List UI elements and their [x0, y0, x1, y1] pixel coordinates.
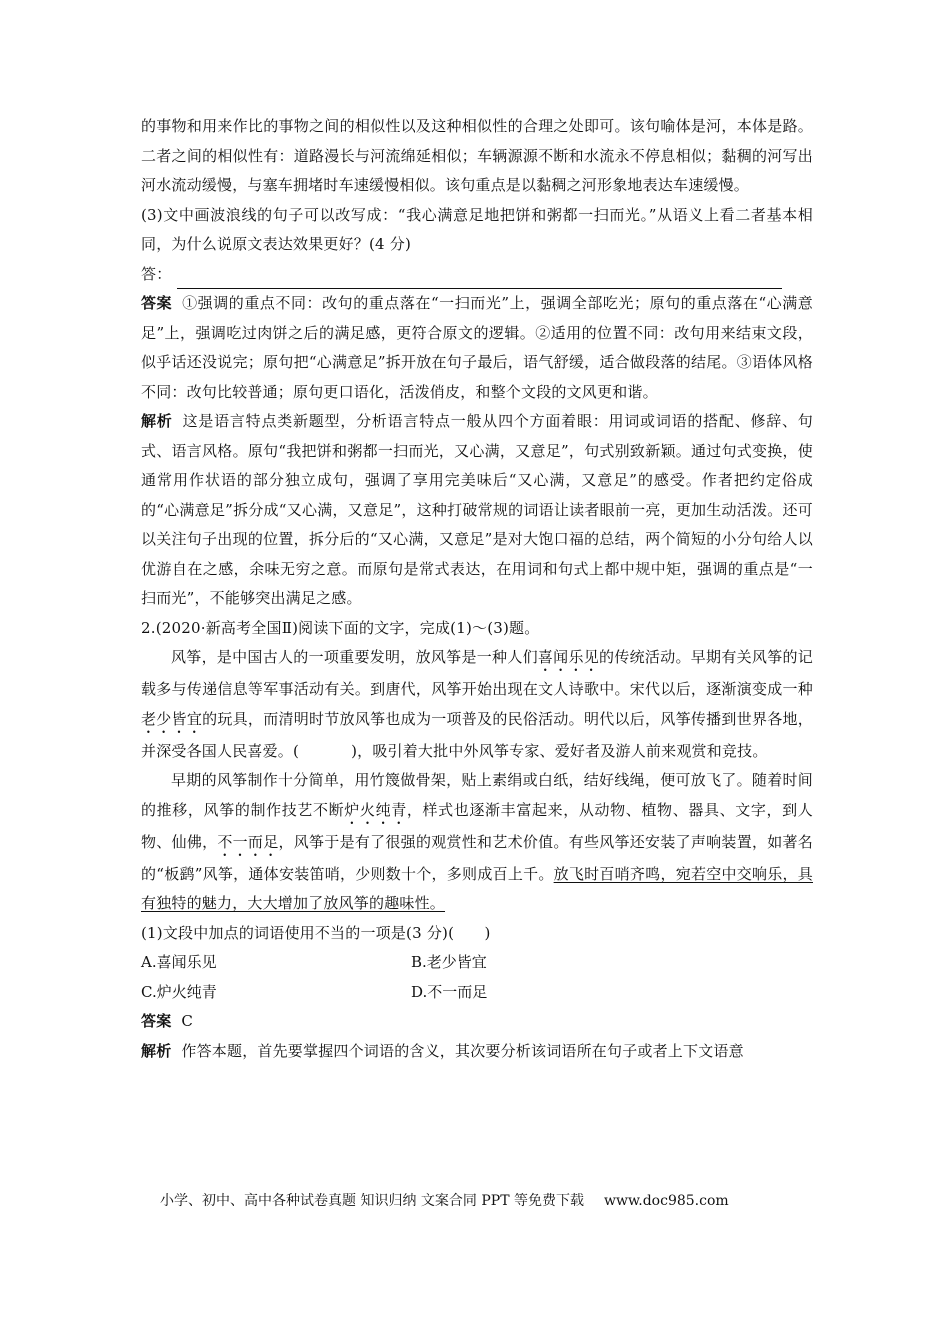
- answer-line: [141, 260, 813, 290]
- option-c: C.炉火纯青: [141, 982, 217, 1001]
- answer-1-text: C: [181, 1012, 194, 1030]
- page-footer: [160, 1190, 840, 1212]
- answer-blank-line: [177, 268, 782, 289]
- options-row-2: [141, 978, 813, 1008]
- analysis-3-text: 这是语言特点类新题型，分析语言特点一般从四个方面着眼：用词或词语的搭配、修辞、句式、语言风格。原句“我把饼和粥都一扫而光，又心满，又意足”，句式别致新颖。通过句式变换，使通常用作状语的部分独立成句，强调了享用完美味后“又心满，又意足”的感受。作者把约定俗成的“心满意足”拆分成“又心满，又意足”，这种打破常规的词语让读者眼前一亮，更加生动活泼。还可以关注句子出现的位置，拆分后的“又心满，又意足”是对大饱口福的总结，两个简短的小分句给人以优游自在之感，余味无穷之意。而原句是常式表达，在用词和句式上都中规中矩，强调的重点是“一扫而光”，不能够突出满足之感。: [141, 412, 813, 607]
- passage-text: 的传统活动。早期有关风筝的记载多与传递信息等军事活动有关。到唐代，风筝开始出现在文人诗歌中。宋代以后，逐渐演变成一种: [141, 648, 813, 698]
- passage-text: ，风筝于是有了很强的观赏性和艺术价值。有些风筝还安装了声响装置，如著名的“板鹞”风筝，通体安装笛哨，少则数十个，多则成百上千。: [141, 832, 813, 883]
- answer-prompt: 答：: [141, 264, 172, 283]
- answer-1: [141, 1007, 813, 1037]
- analysis-1: [141, 1037, 813, 1067]
- document-page: [141, 112, 813, 1066]
- passage-text: )，吸引着大批中外风筝专家、爱好者及游人前来观赏和竞技。: [351, 741, 768, 760]
- passage-text: ，样式也逐渐丰富起来，从动物、植物、器具、文字，到人物、仙佛，: [141, 800, 813, 851]
- passage-paragraph-2: [141, 766, 813, 919]
- footer-url: www.doc985.com: [603, 1193, 729, 1209]
- passage-paragraph-1: [141, 643, 813, 766]
- passage-text: 早期的风筝制作十分简单，用竹篾做骨架，贴上素绢或白纸，结好线绳，便可放飞了。随着时间的推移，风筝的制作技艺不断: [141, 771, 813, 819]
- analysis-tag: 解析: [141, 1041, 172, 1060]
- footer-text: 小学、初中、高中各种试卷真题 知识归纳 文案合同 PPT 等免费下载: [160, 1193, 584, 1209]
- options-row-1: [141, 948, 813, 978]
- dotted-word: 不一而足: [217, 832, 279, 851]
- underlined-sentence: 放飞时百哨齐鸣，宛若空中交响乐，具有独特的魅力，大大增加了放风筝的趣味性。: [141, 864, 813, 912]
- question-2-heading: 2.(2020·新高考全国Ⅱ)阅读下面的文字，完成(1)～(3)题。: [141, 618, 540, 637]
- answer-3: [141, 289, 813, 407]
- option-b: B.老少皆宜: [411, 953, 487, 971]
- analysis-3: [141, 407, 813, 614]
- analysis-1-text: 作答本题，首先要掌握四个词语的含义，其次要分析该词语所在句子或者上下文语意: [181, 1041, 744, 1060]
- option-a: A.喜闻乐见: [141, 953, 217, 971]
- passage-text: 的玩具，而清明时节放风筝也成为一项普及的民俗活动。明代以后，风筝传播到世界各地，并深受各国人民喜爱。(: [141, 709, 813, 760]
- answer-tag: 答案: [141, 294, 173, 312]
- dotted-word: 老少皆宜: [141, 709, 203, 728]
- analysis-continuation: 的事物和用来作比的事物之间的相似性以及这种相似性的合理之处即可。该句喻体是河，本体是路。二者之间的相似性有：道路漫长与河流绵延相似；车辆源源不断和水流永不停息相似；黏稠的河写出河水流动缓慢，与塞车拥堵时车速缓慢相似。该句重点是以黏稠之河形象地表达车速缓慢。: [141, 117, 813, 194]
- dotted-word: 炉火纯青: [344, 800, 407, 819]
- analysis-tag: 解析: [141, 412, 173, 430]
- dotted-word: 喜闻乐见: [537, 648, 600, 666]
- option-d: D.不一而足: [411, 982, 488, 1001]
- passage-text: 风筝，是中国古人的一项重要发明，放风筝是一种人们: [171, 648, 538, 666]
- question-3: (3)文中画波浪线的句子可以改写成：“我心满意足地把饼和粥都一扫而光。”从语义上看二者基本相同，为什么说原文表达效果更好？(4 分): [141, 205, 813, 253]
- question-1: (1)文段中加点的词语使用不当的一项是(3 分)( ): [141, 923, 491, 942]
- answer-3-text: ①强调的重点不同：改句的重点落在“一扫而光”上，强调全部吃光；原句的重点落在“心满意足”上，强调吃过肉饼之后的满足感，更符合原文的逻辑。②适用的位置不同：改句用来结束文段，似乎话还没说完；原句把“心满意足”拆开放在句子最后，语气舒缓，适合做段落的结尾。③语体风格不同：改句比较普通；原句更口语化，活泼俏皮，和整个文段的文风更和谐。: [141, 294, 813, 401]
- answer-tag: 答案: [141, 1012, 172, 1030]
